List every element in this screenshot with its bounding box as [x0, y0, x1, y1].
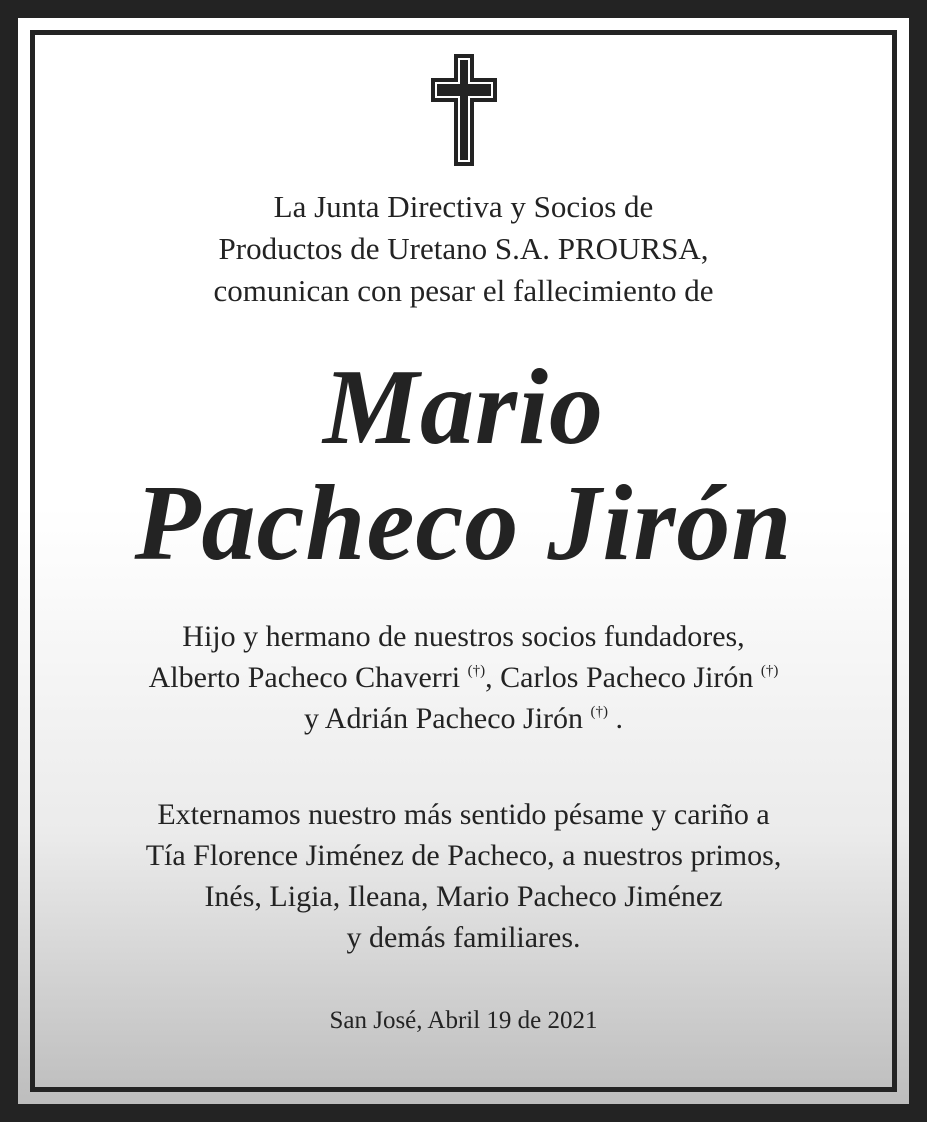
intro-line: La Junta Directiva y Socios de — [273, 189, 654, 224]
condolence-line: Externamos nuestro más sentido pésame y cariño a — [157, 798, 770, 831]
announcement-intro — [18, 186, 909, 312]
cross-icon — [431, 54, 497, 166]
deceased-mark: (†) — [590, 704, 609, 720]
family-line — [18, 698, 909, 739]
deceased-mark: (†) — [760, 663, 779, 679]
condolence-line: Inés, Ligia, Ileana, Mario Pacheco Jiménez — [204, 880, 723, 913]
condolence-paragraph — [18, 794, 909, 958]
family-member-name: Alberto Pacheco Chaverri — [148, 661, 461, 694]
family-member-name: y Adrián Pacheco Jirón — [303, 702, 584, 735]
family-line — [18, 657, 909, 698]
notice-card — [18, 18, 909, 1104]
intro-line: Productos de Uretano S.A. PROURSA, — [218, 231, 709, 266]
intro-line: comunican con pesar el fallecimiento de — [213, 273, 714, 308]
line-end: . — [608, 702, 624, 735]
deceased-first-name: Mario — [322, 348, 605, 467]
deceased-mark: (†) — [467, 663, 486, 679]
condolence-line: y demás familiares. — [346, 921, 581, 954]
family-paragraph — [18, 616, 909, 739]
family-line: Hijo y hermano de nuestros socios fundadores, — [182, 620, 745, 653]
place-and-date: San José, Abril 19 de 2021 — [329, 1007, 598, 1034]
separator: , — [485, 661, 501, 694]
deceased-last-names: Pacheco Jirón — [134, 464, 793, 583]
family-member-name: Carlos Pacheco Jirón — [500, 661, 754, 694]
condolence-line: Tía Florence Jiménez de Pacheco, a nuestros primos, — [145, 839, 782, 872]
